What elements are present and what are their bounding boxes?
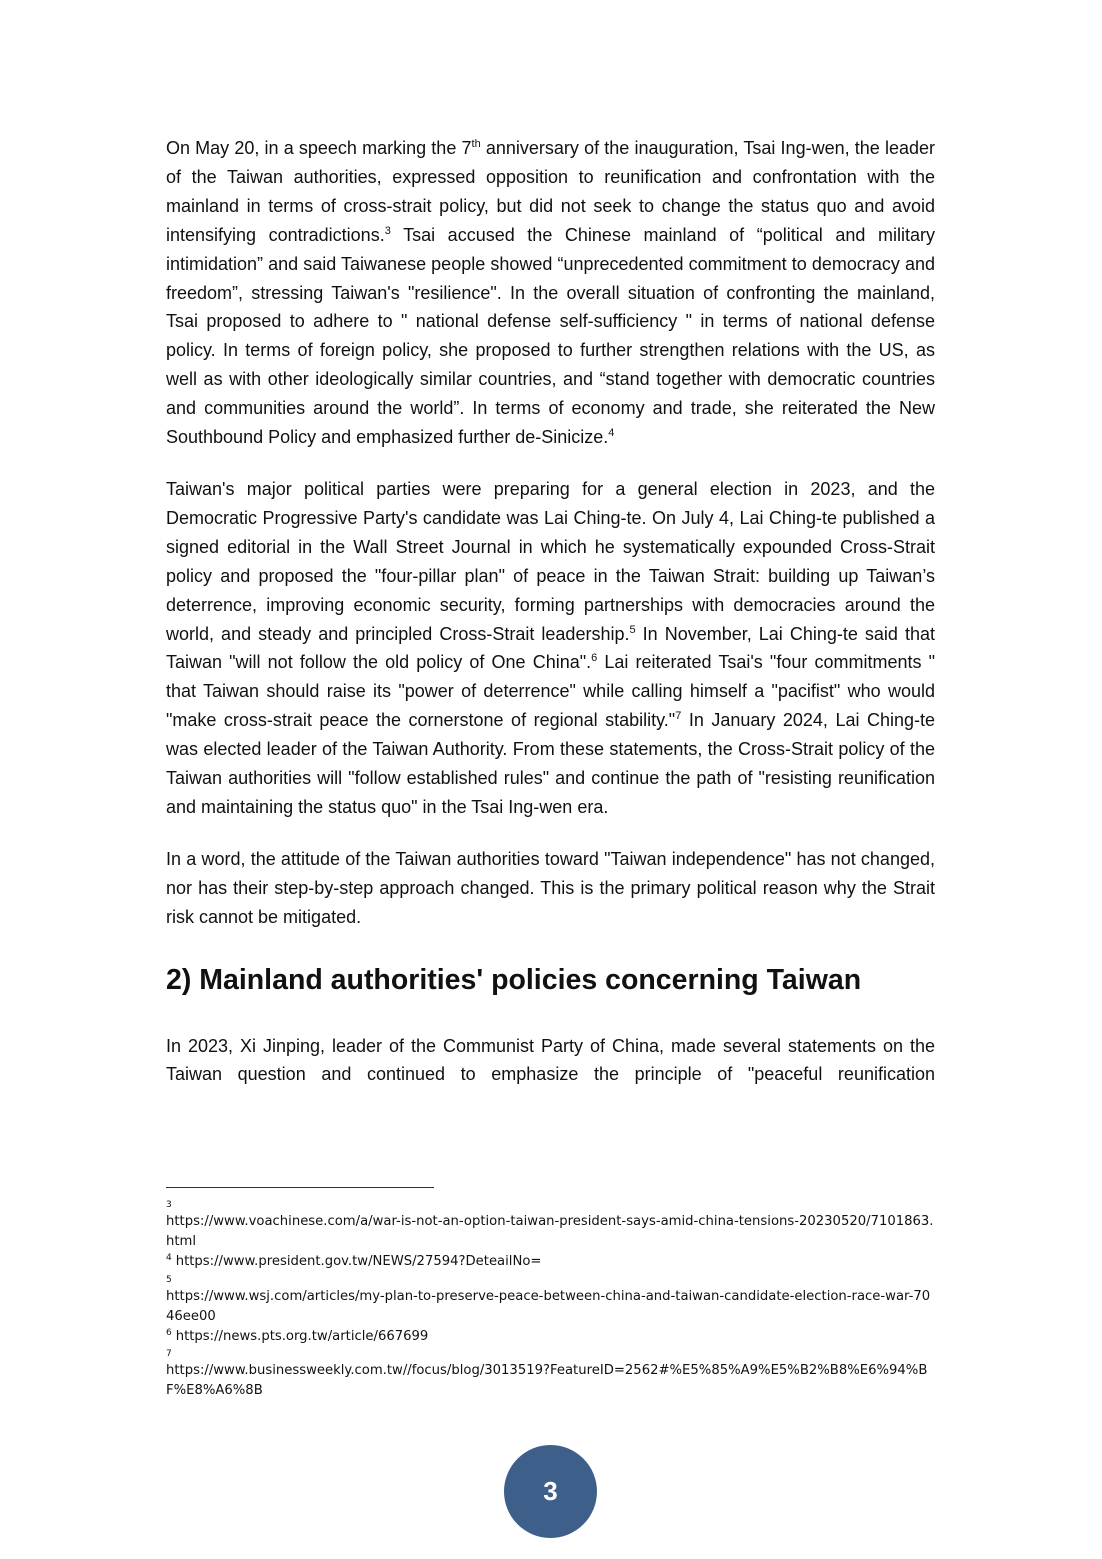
footnote-6: [166, 1327, 935, 1347]
footnote-separator: [166, 1187, 434, 1188]
footnote-number: 5: [166, 1274, 172, 1285]
footnote-number: 3: [166, 1200, 172, 1210]
footnote-4: [166, 1252, 935, 1272]
footnote-5: [166, 1273, 935, 1327]
footnote-ref-3[interactable]: 3: [384, 224, 391, 237]
footnote-number: 6: [166, 1327, 172, 1338]
paragraph-tsai-speech: On May 20, in a speech marking the 7th anniversary of the inauguration, Tsai Ing-wen, the leader of the Taiwan authorities, expressed opposition to reunification and confrontation with the mainland in terms of cross-strait policy, but did not seek to change the status quo and avoid intensifying contradictions.$^3$ Tsai accused the Chinese mainland of “political and military intimidation” and said Taiwanese people showed “unprecedented commitment to democracy and freedom”, stressing Taiwan's "resilience". In the overall situation of confronting the mainland, Tsai proposed to adhere to " national defense self-sufficiency " in terms of national defense policy. In terms of foreign policy, she proposed to further strengthen relations with the US, as well as with other ideologically similar countries, and “stand together with democratic countries and communities around the world”. In terms of economy and trade, she reiterated the New Southbound Policy and emphasized further de-Sinicize.$^4$: [166, 138, 935, 448]
footnote-link[interactable]: https://www.voachinese.com/a/war-is-not-an-option-taiwan-president-says-amid-china-tensions-20230520/7101863.html: [166, 1214, 934, 1250]
superscript-th: th: [471, 138, 481, 150]
footnote-ref-4[interactable]: 4: [608, 427, 615, 440]
paragraph-lai-ching-te: Taiwan's major political parties were preparing for a general election in 2023, and the Democratic Progressive Party's candidate was Lai Ching-te. On July 4, Lai Ching-te published a signed editorial in the Wall Street Journal in which he systematically expounded Cross-Strait policy and proposed the "four-pillar plan" of peace in the Taiwan Strait: building up Taiwan’s deterrence, improving economic security, forming partnerships with democracies around the world, and steady and principled Cross-Strait leadership.$^5$ In November, Lai Ching-te said that Taiwan "will not follow the old policy of One China".$^6$ Lai reiterated Tsai's "four commitments " that Taiwan should raise its "power of deterrence" while calling himself a "pacifist" who would "make cross-strait peace the cornerstone of regional stability."$^7$ In January 2024, Lai Ching-te was elected leader of the Taiwan Authority. From these statements, the Cross-Strait policy of the Taiwan authorities will "follow established rules" and continue the path of "resisting reunification and maintaining the status quo" in the Tsai Ing-wen era.: [166, 478, 936, 817]
footnote-ref-5[interactable]: 5: [629, 623, 636, 636]
page-number-badge: 3: [504, 1445, 597, 1538]
document-body: [166, 134, 935, 1089]
footnote-link[interactable]: https://www.wsj.com/articles/my-plan-to-preserve-peace-between-china-and-taiwan-candidate-election-race-war-7046ee00: [166, 1288, 931, 1324]
footnote-ref-6[interactable]: 6: [591, 652, 598, 665]
footnote-link[interactable]: https://www.president.gov.tw/NEWS/27594?DeteailNo=: [175, 1254, 542, 1270]
footnote-7: [166, 1347, 935, 1401]
footnote-number: 4: [166, 1253, 172, 1264]
footnotes: [166, 1198, 935, 1402]
footnote-3: [166, 1198, 935, 1252]
paragraph-xi-jinping: In 2023, Xi Jinping, leader of the Communist Party of China, made several statements on the Taiwan question and continued to emphasize the principle of "peaceful reunification: [166, 1035, 935, 1085]
footnote-number: 7: [166, 1349, 172, 1360]
footnote-ref-7[interactable]: 7: [675, 710, 682, 723]
footnote-link[interactable]: https://news.pts.org.tw/article/667699: [175, 1329, 429, 1345]
paragraph-summary: In a word, the attitude of the Taiwan authorities toward "Taiwan independence" has not changed, nor has their step-by-step approach changed. This is the primary political reason why the Strait risk cannot be mitigated.: [166, 848, 935, 927]
footnote-link[interactable]: https://www.businessweekly.com.tw//focus/blog/3013519?FeatureID=2562#%E5%85%A9%E5%B2%B8%E6%94%BF%E8%A6%8B: [166, 1363, 928, 1399]
section-heading: 2) Mainland authorities' policies concerning Taiwan: [166, 963, 862, 996]
